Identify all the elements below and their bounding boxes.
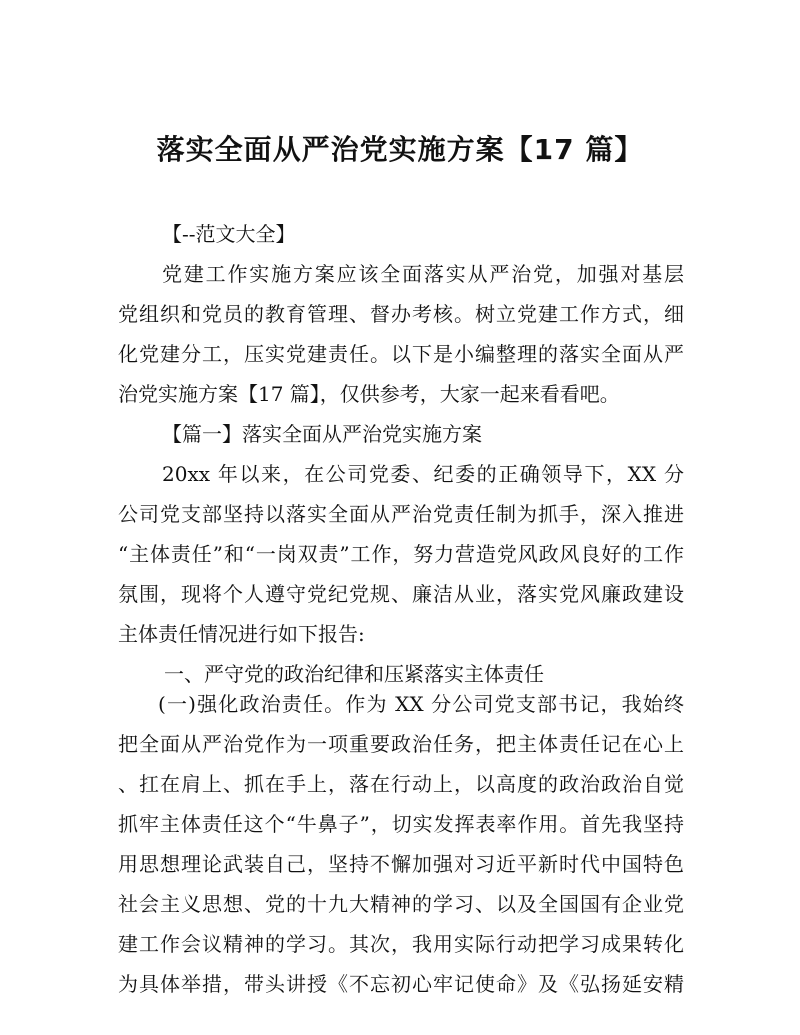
paragraph-line: 用思想理论武装自己，坚持不懈加强对习近平新时代中国特色 — [118, 852, 684, 876]
paragraph-line: 党建工作实施方案应该全面落实从严治党，加强对基层 — [162, 262, 684, 286]
paragraph-line: 社会主义思想、党的十九大精神的学习、以及全国国有企业党 — [118, 892, 684, 916]
section-heading: 【篇一】落实全面从严治党实施方案 — [162, 422, 482, 446]
paragraph-line: 治党实施方案【17 篇】，仅供参考，大家一起来看看吧。 — [118, 382, 620, 406]
paragraph-line: 党组织和党员的教育管理、督办考核。树立党建工作方式，细 — [118, 302, 684, 326]
paragraph-line: 主体责任情况进行如下报告: — [118, 622, 365, 646]
paragraph-line: 公司党支部坚持以落实全面从严治党责任制为抓手，深入推进 — [118, 502, 684, 526]
paragraph-line: 为具体举措，带头讲授《不忘初心牢记使命》及《弘扬延安精 — [118, 972, 684, 996]
paragraph-line: 化党建分工，压实党建责任。以下是小编整理的落实全面从严 — [118, 342, 684, 366]
paragraph-line: 抓牢主体责任这个“牛鼻子”，切实发挥表率作用。首先我坚持 — [118, 812, 684, 836]
paragraph-line: (一)强化政治责任。作为 XX 分公司党支部书记，我始终 — [158, 692, 684, 716]
subsection-heading: 一、严守党的政治纪律和压紧落实主体责任 — [164, 662, 544, 686]
paragraph-line: 氛围，现将个人遵守党纪党规、廉洁从业，落实党风廉政建设 — [118, 582, 684, 606]
paragraph-line: 、扛在肩上、抓在手上，落在行动上，以高度的政治政治自觉 — [118, 772, 684, 796]
paragraph-line: 把全面从严治党作为一项重要政治任务，把主体责任记在心上 — [118, 732, 684, 756]
paragraph-line: 20xx 年以来，在公司党委、纪委的正确领导下，XX 分 — [162, 462, 684, 486]
paragraph-line: 建工作会议精神的学习。其次，我用实际行动把学习成果转化 — [118, 932, 684, 956]
paragraph-line: “主体责任”和“一岗双责”工作，努力营造党风政风良好的工作 — [118, 542, 684, 566]
document-title: 落实全面从严治党实施方案【17 篇】 — [156, 133, 644, 166]
source-tag: 【--范文大全】 — [162, 222, 296, 246]
